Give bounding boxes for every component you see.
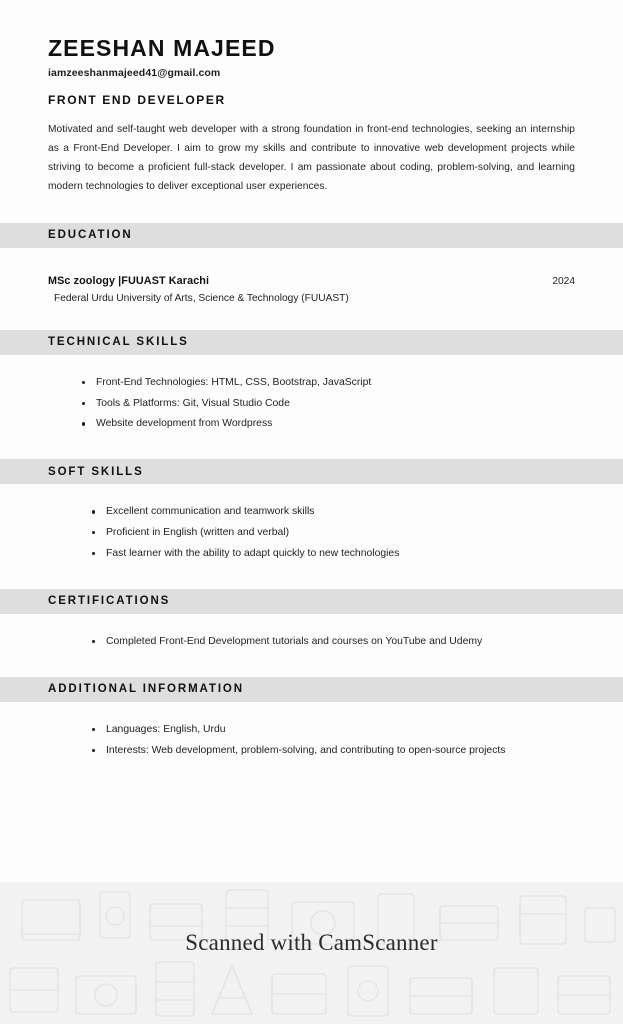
candidate-summary: Motivated and self-taught web developer with a strong foundation in front-end technologies, seeking an internship as a Front-End Developer. I aim to grow my skills and contribute to innovative web development projects while striving to become a proficient full-stack developer. I am passionate about coding, problem-solving, and learning modern technologies to deliver exceptional user experiences.: [48, 124, 575, 192]
section-header-technical-skills: [0, 330, 623, 355]
section-header-additional-information: [0, 677, 623, 702]
additional-information-list: [48, 702, 575, 760]
list-item: Proficient in English (written and verbal): [92, 525, 575, 542]
candidate-job-title: FRONT END DEVELOPER: [48, 93, 226, 108]
section-title-soft-skills: SOFT SKILLS: [48, 465, 144, 478]
soft-skills-list: [48, 484, 575, 563]
list-item: Fast learner with the ability to adapt quickly to new technologies: [92, 546, 575, 563]
resume-header: [0, 0, 623, 197]
list-item: Excellent communication and teamwork skills: [92, 504, 575, 521]
candidate-name: ZEESHAN MAJEED: [48, 35, 276, 61]
section-title-additional-information: ADDITIONAL INFORMATION: [48, 683, 244, 696]
section-header-soft-skills: [0, 459, 623, 484]
education-degree: MSc zoology |FUUAST Karachi: [48, 274, 210, 287]
section-body-education: [0, 248, 623, 304]
list-item: Website development from Wordpress: [82, 416, 575, 433]
candidate-email: iamzeeshanmajeed41@gmail.com: [48, 67, 221, 80]
education-entry: [48, 248, 575, 304]
section-title-education: EDUCATION: [48, 229, 133, 242]
education-year: 2024: [552, 275, 575, 287]
section-title-certifications: CERTIFICATIONS: [48, 595, 171, 608]
technical-skills-list: [48, 355, 575, 434]
section-header-education: [0, 223, 623, 248]
camscanner-footer: [0, 882, 623, 1024]
list-item: Completed Front-End Development tutorials and courses on YouTube and Udemy: [92, 634, 575, 651]
education-entry-main: [48, 275, 552, 304]
section-header-certifications: [0, 589, 623, 614]
list-item: Interests: Web development, problem-solving, and contributing to open-source projects: [92, 743, 575, 760]
certifications-list: [48, 614, 575, 651]
list-item: Tools & Platforms: Git, Visual Studio Code: [82, 396, 575, 413]
section-body-certifications: [0, 614, 623, 651]
section-body-technical-skills: [0, 355, 623, 434]
list-item: Languages: English, Urdu: [92, 722, 575, 739]
camscanner-watermark: Scanned with CamScanner: [185, 930, 438, 955]
list-item: Front-End Technologies: HTML, CSS, Bootstrap, JavaScript: [82, 375, 575, 392]
section-title-technical-skills: TECHNICAL SKILLS: [48, 336, 189, 349]
education-school: Federal Urdu University of Arts, Science & Technology (FUUAST): [54, 292, 349, 304]
section-body-soft-skills: [0, 484, 623, 563]
section-body-additional-information: [0, 702, 623, 760]
